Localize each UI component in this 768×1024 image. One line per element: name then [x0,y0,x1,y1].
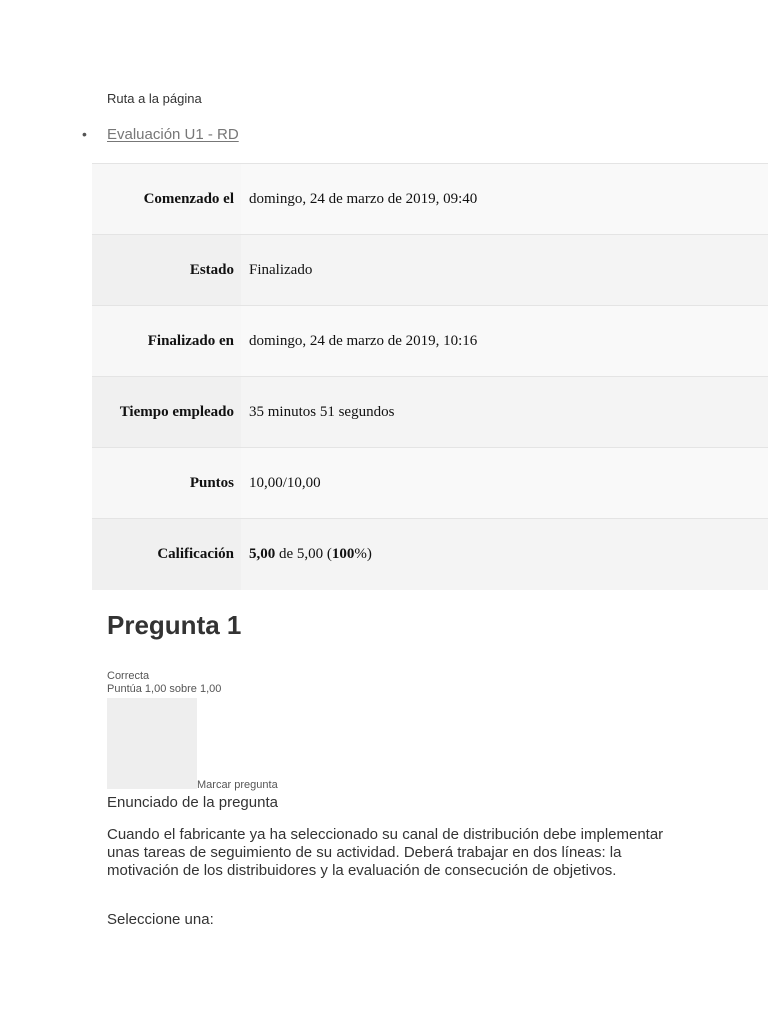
question-statement-heading: Enunciado de la pregunta [107,794,278,811]
summary-row-points [92,448,768,519]
question-info [107,670,221,696]
question-state: Correcta [107,670,150,682]
summary-label: Tiempo empleado [92,377,241,448]
summary-value: domingo, 24 de marzo de 2019, 09:40 [241,164,768,235]
breadcrumb-link-evaluation[interactable]: Evaluación U1 - RD [107,126,239,143]
summary-value: domingo, 24 de marzo de 2019, 10:16 [241,306,768,377]
summary-label: Finalizado en [92,306,241,377]
question-title: Pregunta 1 [107,610,242,640]
question-grade: Puntúa 1,00 sobre 1,00 [107,683,222,695]
bullet-icon: • [82,126,87,142]
breadcrumb [82,126,239,143]
summary-row-state [92,235,768,306]
grade-percent: 100 [331,545,355,562]
summary-label: Estado [92,235,241,306]
breadcrumb-item [82,126,239,143]
summary-value [241,519,768,590]
question-text: Cuando el fabricante ya ha seleccionado su canal de distribución debe implementar unas tareas de seguimiento de su actividad. Deberá trabajar en dos líneas: la motivación de los distribuidores y la evaluación de consecución de objetivos. [107,826,664,879]
breadcrumb-heading: Ruta a la página [107,91,202,106]
summary-label: Puntos [92,448,241,519]
summary-value: Finalizado [241,235,768,306]
grade-middle: de 5,00 ( [275,545,332,562]
summary-row-started [92,164,768,235]
summary-label: Comenzado el [92,164,241,235]
grade-suffix: %) [354,545,372,562]
grade-score: 5,00 [249,545,276,562]
summary-value: 35 minutos 51 segundos [241,377,768,448]
summary-row-time-taken [92,377,768,448]
summary-label: Calificación [92,519,241,590]
flag-icon[interactable] [107,698,197,789]
flag-question-link[interactable]: Marcar pregunta [197,779,278,791]
summary-row-grade [92,519,768,590]
summary-row-finished [92,306,768,377]
summary-value: 10,00/10,00 [241,448,768,519]
attempt-summary-table [92,163,768,590]
answer-prompt: Seleccione una: [107,911,214,928]
